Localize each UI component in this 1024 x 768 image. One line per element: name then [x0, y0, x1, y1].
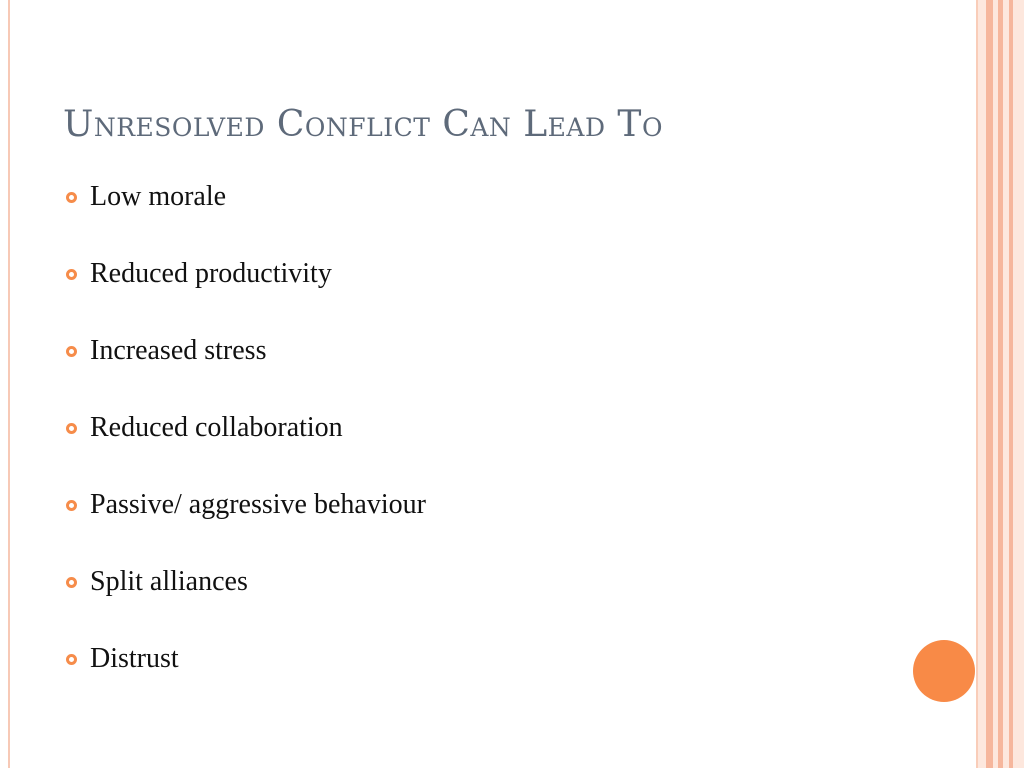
list-item — [66, 255, 426, 293]
left-border-line — [8, 0, 10, 768]
bullet-circle-icon — [66, 192, 77, 203]
bullet-text: Reduced productivity — [90, 258, 332, 289]
list-item — [66, 486, 426, 524]
stripe — [1013, 0, 1024, 768]
bullet-list — [66, 178, 426, 717]
bullet-text: Distrust — [90, 643, 179, 674]
bullet-circle-icon — [66, 654, 77, 665]
bullet-text: Reduced collaboration — [90, 412, 343, 443]
stripe — [978, 0, 986, 768]
list-item — [66, 640, 426, 678]
list-item — [66, 332, 426, 370]
slide-title: Unresolved Conflict Can Lead To — [63, 104, 663, 145]
bullet-circle-icon — [66, 346, 77, 357]
bullet-text: Increased stress — [90, 335, 267, 366]
bullet-circle-icon — [66, 269, 77, 280]
list-item — [66, 563, 426, 601]
right-decorative-stripes — [976, 0, 1024, 768]
bullet-circle-icon — [66, 423, 77, 434]
bullet-circle-icon — [66, 500, 77, 511]
decorative-orange-circle-icon — [913, 640, 975, 702]
bullet-text: Low morale — [90, 181, 227, 212]
list-item — [66, 409, 426, 447]
bullet-text: Passive/ aggressive behaviour — [90, 489, 426, 520]
bullet-text: Split alliances — [90, 566, 248, 597]
stripe — [986, 0, 993, 768]
bullet-circle-icon — [66, 577, 77, 588]
list-item — [66, 178, 426, 216]
